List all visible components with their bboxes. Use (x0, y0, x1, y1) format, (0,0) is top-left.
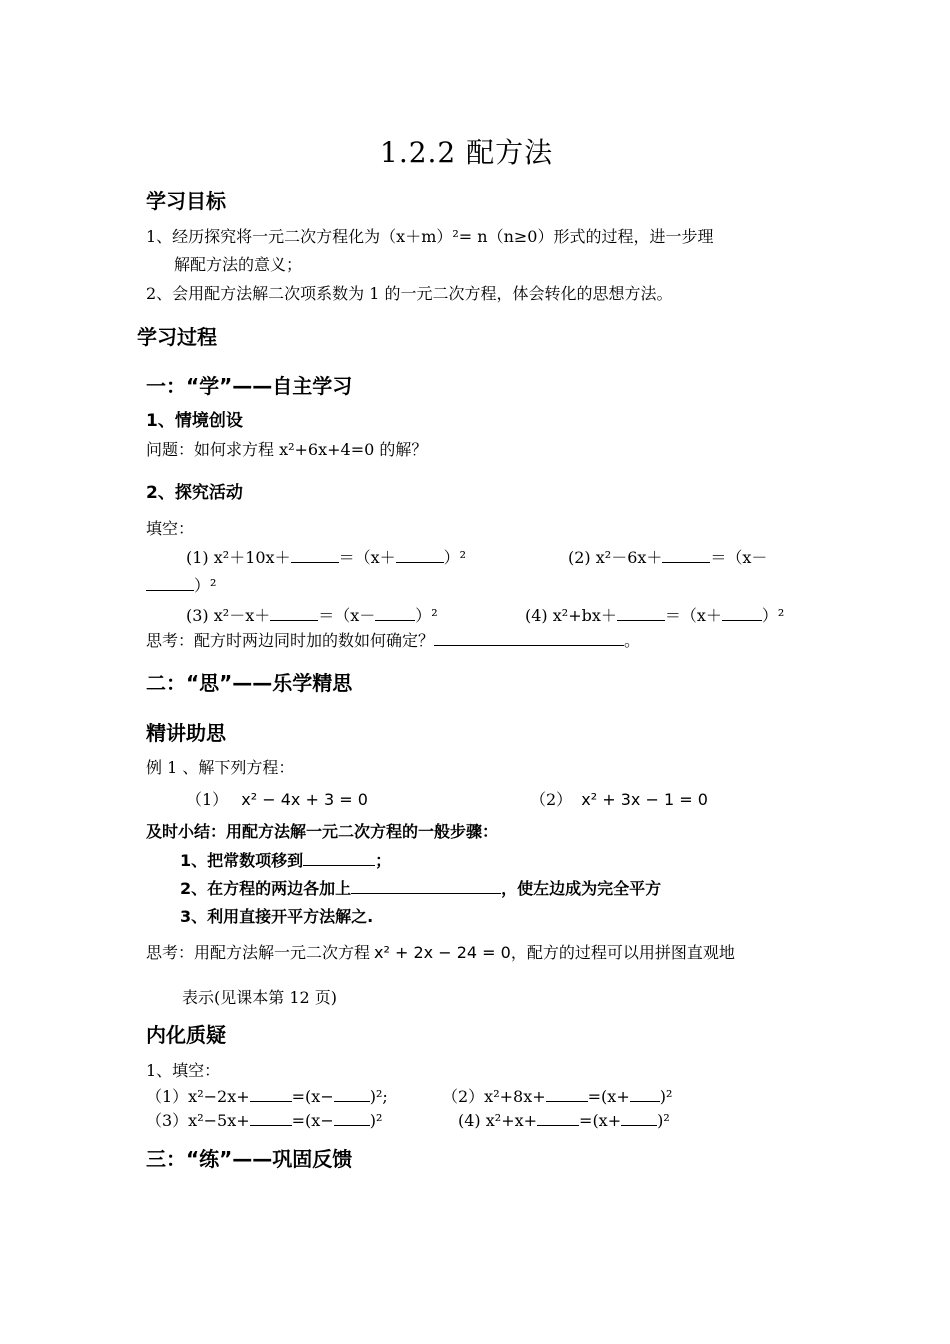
fill-label: 填空： (146, 519, 195, 538)
blank[interactable] (375, 606, 415, 621)
exercise-1-tail: ＝（x＋ (338, 548, 396, 567)
step-1-end: ； (375, 851, 392, 870)
think-2-line-2: 表示(见课本第 12 页) (182, 988, 338, 1007)
question-1d (458, 1111, 670, 1131)
blank[interactable] (351, 879, 501, 894)
blank[interactable] (630, 1087, 660, 1102)
exercise-4-end: ）² (761, 606, 785, 625)
section-1-heading: 一：“学”——自主学习 (146, 374, 353, 398)
exercise-2 (568, 548, 767, 568)
exercise-3-text: (3) x²－x＋ (186, 606, 271, 625)
question-1a-text: （1）x²−2x+ (146, 1087, 250, 1106)
blank[interactable] (146, 576, 194, 591)
exercise-2-end: ）² (194, 576, 217, 595)
step-3: 3、利用直接开平方法解之. (180, 907, 374, 926)
exercise-3-end: ）² (415, 606, 438, 625)
blank[interactable] (617, 606, 665, 621)
exercise-2-text: (2) x²－6x＋ (568, 548, 663, 567)
question-1a (146, 1087, 388, 1107)
blank[interactable] (334, 1111, 370, 1126)
exercise-1 (186, 548, 466, 568)
equation-1-expr: x² − 4x + 3 = 0 (241, 790, 368, 809)
example-1-label: 例 1 、解下列方程： (146, 758, 295, 777)
question-1c-text: （3）x²−5x+ (146, 1111, 250, 1130)
exercise-1-text: (1) x²＋10x＋ (186, 548, 291, 567)
exploration-heading: 2、探究活动 (146, 483, 243, 503)
blank[interactable] (396, 548, 444, 563)
question-1-label: 1、填空： (146, 1061, 221, 1080)
equation-2-expr: x² + 3x − 1 = 0 (581, 790, 708, 809)
summary-heading: 及时小结：用配方法解一元二次方程的一般步骤： (146, 822, 499, 841)
exercise-2-tail: ＝（x－ (710, 548, 768, 567)
goal-1-line-2: 解配方法的意义； (174, 255, 303, 274)
goals-heading: 学习目标 (146, 189, 226, 213)
blank[interactable] (250, 1087, 292, 1102)
equation-1 (186, 790, 368, 810)
blank[interactable] (334, 1087, 370, 1102)
equation-2-label: （2） (530, 790, 573, 809)
step-1 (180, 851, 391, 871)
exercise-1-end: ）² (443, 548, 467, 567)
answer-blank[interactable] (434, 631, 624, 646)
process-heading: 学习过程 (137, 325, 217, 349)
question-1b-text: （2）x²+8x+ (442, 1087, 546, 1106)
think-1 (146, 631, 640, 651)
question-1b-tail: =(x+ (587, 1087, 630, 1106)
blank[interactable] (250, 1111, 292, 1126)
blank[interactable] (537, 1111, 579, 1126)
exercise-3 (186, 606, 438, 626)
section-2-heading: 二：“思”——乐学精思 (146, 671, 353, 695)
question-1b (442, 1087, 672, 1107)
equation-1-label: （1） (186, 790, 229, 809)
question-1d-tail: =(x+ (579, 1111, 622, 1130)
section-3-heading: 三：“练”——巩固反馈 (146, 1147, 353, 1171)
question-1a-tail: =(x− (291, 1087, 334, 1106)
situation-heading: 1、情境创设 (146, 411, 243, 431)
step-2-text: 2、在方程的两边各加上 (180, 879, 352, 898)
equation-2 (530, 790, 708, 810)
exercise-4-tail: ＝（x＋ (664, 606, 722, 625)
blank[interactable] (722, 606, 762, 621)
blank[interactable] (291, 548, 339, 563)
question-1a-end: )²; (369, 1087, 388, 1106)
goal-1-line-1: 1、经历探究将一元二次方程化为（x＋m）²= n（n≥0）形式的过程，进一步理 (146, 227, 714, 246)
step-2 (180, 879, 661, 899)
lecture-heading: 精讲助思 (146, 721, 226, 745)
exercise-4-text: (4) x²+bx＋ (525, 606, 617, 625)
question-1b-end: )² (659, 1087, 673, 1106)
exercise-2-wrap (146, 576, 216, 596)
question-1c-tail: =(x− (291, 1111, 334, 1130)
goal-2: 2、会用配方法解二次项系数为 1 的一元二次方程，体会转化的思想方法。 (146, 284, 673, 303)
exercise-4 (525, 606, 784, 626)
blank[interactable] (621, 1111, 657, 1126)
step-1-text: 1、把常数项移到 (180, 851, 304, 870)
question-1c (146, 1111, 382, 1131)
blank[interactable] (662, 548, 710, 563)
blank[interactable] (303, 851, 375, 866)
think-1-end: 。 (624, 631, 641, 650)
question-1d-text: (4) x²+x+ (458, 1111, 538, 1130)
think-1-text: 思考：配方时两边同时加的数如何确定？ (146, 631, 435, 650)
internal-heading: 内化质疑 (146, 1023, 226, 1047)
think-2-text-end: ，配方的过程可以用拼图直观地 (510, 943, 735, 962)
think-2-equation: x² + 2x − 24 = 0 (374, 943, 511, 962)
question-1c-end: )² (369, 1111, 383, 1130)
blank[interactable] (546, 1087, 588, 1102)
step-2-end: ，使左边成为完全平方 (501, 879, 662, 898)
situation-question: 问题：如何求方程 x²+6x+4=0 的解？ (146, 440, 428, 459)
question-1d-end: )² (657, 1111, 670, 1130)
page-title: 1.2.2 配方法 (380, 136, 554, 169)
think-2 (146, 943, 735, 963)
think-2-text: 思考：用配方法解一元二次方程 (146, 943, 371, 962)
exercise-3-tail: ＝（x－ (318, 606, 376, 625)
blank[interactable] (270, 606, 318, 621)
